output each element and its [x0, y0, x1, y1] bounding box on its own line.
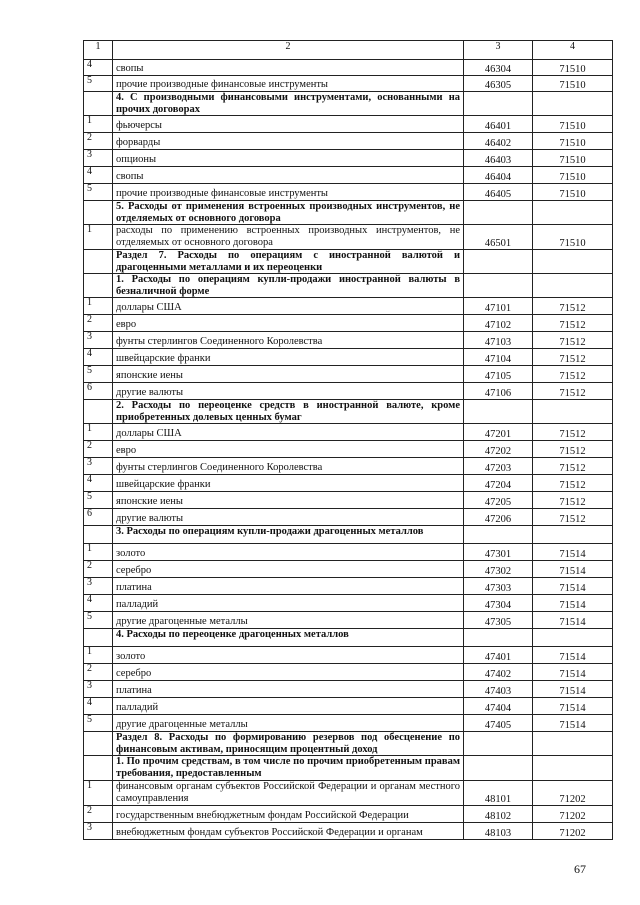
symbol-code [533, 629, 613, 647]
row-number: 5 [84, 492, 113, 509]
row-number: 3 [84, 578, 113, 595]
symbol-code: 71510 [533, 76, 613, 92]
section-row [84, 274, 613, 298]
row-description: евро [113, 315, 464, 332]
ledger-table [83, 40, 613, 840]
row-number: 5 [84, 366, 113, 383]
account-code: 47206 [464, 509, 533, 526]
row-description: прочие производные финансовые инструменты [113, 184, 464, 201]
row-description: фунты стерлингов Соединенного Королевства [113, 458, 464, 475]
row-number: 5 [84, 612, 113, 629]
symbol-code [533, 92, 613, 116]
row-number: 1 [84, 424, 113, 441]
row-number [84, 526, 113, 544]
account-code [464, 92, 533, 116]
row-number: 1 [84, 544, 113, 561]
account-code [464, 201, 533, 225]
row-description: опционы [113, 150, 464, 167]
row-description: форварды [113, 133, 464, 150]
table-row [84, 167, 613, 184]
row-description: доллары США [113, 424, 464, 441]
table-row [84, 806, 613, 823]
row-number [84, 400, 113, 424]
symbol-code [533, 250, 613, 274]
row-number [84, 629, 113, 647]
account-code: 47403 [464, 681, 533, 698]
account-code: 47204 [464, 475, 533, 492]
row-number: 6 [84, 509, 113, 526]
section-heading: Раздел 7. Расходы по операциям с иностранной валютой и драгоценными металлами и их переоценки [113, 250, 464, 274]
table-row [84, 561, 613, 578]
row-number: 6 [84, 383, 113, 400]
row-number: 3 [84, 681, 113, 698]
symbol-code: 71510 [533, 225, 613, 250]
symbol-code: 71514 [533, 561, 613, 578]
row-description: свопы [113, 60, 464, 76]
symbol-code: 71514 [533, 578, 613, 595]
row-number: 3 [84, 458, 113, 475]
symbol-code [533, 400, 613, 424]
row-description: фьючерсы [113, 116, 464, 133]
account-code [464, 629, 533, 647]
row-number: 3 [84, 823, 113, 840]
symbol-code: 71510 [533, 167, 613, 184]
symbol-code [533, 756, 613, 781]
row-number: 4 [84, 698, 113, 715]
header-col-1: 1 [84, 41, 113, 60]
symbol-code: 71512 [533, 509, 613, 526]
symbol-code [533, 732, 613, 756]
row-number: 2 [84, 441, 113, 458]
account-code: 46401 [464, 116, 533, 133]
symbol-code: 71512 [533, 315, 613, 332]
table-row [84, 578, 613, 595]
symbol-code: 71510 [533, 60, 613, 76]
row-description: платина [113, 681, 464, 698]
table-row [84, 698, 613, 715]
account-code [464, 732, 533, 756]
symbol-code: 71510 [533, 150, 613, 167]
section-row [84, 526, 613, 544]
header-col-3: 3 [464, 41, 533, 60]
symbol-code: 71512 [533, 383, 613, 400]
account-code [464, 400, 533, 424]
row-number: 3 [84, 150, 113, 167]
table-row [84, 715, 613, 732]
section-heading: 3. Расходы по операциям купли-продажи драгоценных металлов [113, 526, 464, 544]
table-row [84, 116, 613, 133]
symbol-code: 71512 [533, 366, 613, 383]
table-row [84, 298, 613, 315]
account-code: 47301 [464, 544, 533, 561]
account-code: 46305 [464, 76, 533, 92]
account-code: 46501 [464, 225, 533, 250]
account-code [464, 250, 533, 274]
table-row [84, 509, 613, 526]
section-row [84, 250, 613, 274]
account-code: 47203 [464, 458, 533, 475]
row-number [84, 756, 113, 781]
symbol-code: 71512 [533, 332, 613, 349]
symbol-code: 71512 [533, 492, 613, 509]
row-description: золото [113, 544, 464, 561]
symbol-code: 71512 [533, 441, 613, 458]
account-code: 48101 [464, 781, 533, 806]
section-heading: 1. По прочим средствам, в том числе по прочим приобретенным правам требования, предоставленным [113, 756, 464, 781]
account-code: 48102 [464, 806, 533, 823]
table-body [84, 41, 613, 840]
row-number: 1 [84, 647, 113, 664]
row-number: 1 [84, 225, 113, 250]
row-number: 2 [84, 133, 113, 150]
symbol-code: 71512 [533, 349, 613, 366]
table-row [84, 133, 613, 150]
symbol-code: 71510 [533, 133, 613, 150]
symbol-code: 71512 [533, 424, 613, 441]
account-code: 46402 [464, 133, 533, 150]
account-code: 47405 [464, 715, 533, 732]
row-description: доллары США [113, 298, 464, 315]
row-number: 2 [84, 806, 113, 823]
row-description: палладий [113, 595, 464, 612]
symbol-code [533, 274, 613, 298]
table-row [84, 383, 613, 400]
table-row [84, 781, 613, 806]
symbol-code: 71510 [533, 184, 613, 201]
symbol-code: 71512 [533, 475, 613, 492]
row-number: 4 [84, 349, 113, 366]
table-row [84, 332, 613, 349]
row-description: внебюджетным фондам субъектов Российской Федерации и органам [113, 823, 464, 840]
table-row [84, 647, 613, 664]
section-row [84, 201, 613, 225]
account-code: 47101 [464, 298, 533, 315]
account-code: 47105 [464, 366, 533, 383]
account-code: 48103 [464, 823, 533, 840]
row-number: 2 [84, 664, 113, 681]
section-row [84, 756, 613, 781]
section-heading: 4. Расходы по переоценке драгоценных металлов [113, 629, 464, 647]
row-description: фунты стерлингов Соединенного Королевства [113, 332, 464, 349]
section-row [84, 92, 613, 116]
row-description: расходы по применению встроенных производных инструментов, не отделяемых от основного договора [113, 225, 464, 250]
symbol-code: 71202 [533, 823, 613, 840]
row-number [84, 92, 113, 116]
header-col-4: 4 [533, 41, 613, 60]
symbol-code: 71514 [533, 647, 613, 664]
symbol-code: 71514 [533, 612, 613, 629]
account-code: 47402 [464, 664, 533, 681]
row-description: японские иены [113, 492, 464, 509]
symbol-code: 71514 [533, 681, 613, 698]
row-number: 5 [84, 184, 113, 201]
row-description: японские иены [113, 366, 464, 383]
row-number [84, 250, 113, 274]
symbol-code: 71514 [533, 544, 613, 561]
row-description: другие валюты [113, 509, 464, 526]
row-number: 5 [84, 76, 113, 92]
table-row [84, 544, 613, 561]
account-code: 47401 [464, 647, 533, 664]
row-number [84, 274, 113, 298]
row-number: 4 [84, 167, 113, 184]
row-number: 1 [84, 781, 113, 806]
section-heading: 4. С производными финансовыми инструментами, основанными на прочих договорах [113, 92, 464, 116]
table-row [84, 492, 613, 509]
row-number [84, 201, 113, 225]
row-number: 2 [84, 315, 113, 332]
account-code: 47404 [464, 698, 533, 715]
table-row [84, 458, 613, 475]
table-row [84, 349, 613, 366]
row-number: 2 [84, 561, 113, 578]
row-description: золото [113, 647, 464, 664]
table-row [84, 184, 613, 201]
account-code: 47106 [464, 383, 533, 400]
account-code [464, 274, 533, 298]
row-number: 4 [84, 595, 113, 612]
row-description: швейцарские франки [113, 349, 464, 366]
row-number: 5 [84, 715, 113, 732]
header-col-2: 2 [113, 41, 464, 60]
row-description: финансовым органам субъектов Российской Федерации и органам местного самоуправления [113, 781, 464, 806]
table-row [84, 475, 613, 492]
symbol-code: 71512 [533, 458, 613, 475]
row-description: другие валюты [113, 383, 464, 400]
table-row [84, 441, 613, 458]
section-row [84, 629, 613, 647]
row-number: 1 [84, 298, 113, 315]
account-code: 46405 [464, 184, 533, 201]
table-row [84, 60, 613, 76]
row-number: 1 [84, 116, 113, 133]
table-row [84, 664, 613, 681]
symbol-code [533, 526, 613, 544]
account-code: 47305 [464, 612, 533, 629]
row-number [84, 732, 113, 756]
row-description: серебро [113, 664, 464, 681]
table-row [84, 612, 613, 629]
account-code: 47104 [464, 349, 533, 366]
table-row [84, 76, 613, 92]
section-heading: 5. Расходы от применения встроенных производных инструментов, не отделяемых от основного договора [113, 201, 464, 225]
symbol-code: 71514 [533, 664, 613, 681]
section-heading: 2. Расходы по переоценке средств в иностранной валюте, кроме приобретенных долевых ценных бумаг [113, 400, 464, 424]
table-row [84, 150, 613, 167]
account-code: 47302 [464, 561, 533, 578]
symbol-code: 71202 [533, 806, 613, 823]
account-code: 47103 [464, 332, 533, 349]
account-code: 47201 [464, 424, 533, 441]
account-code: 46404 [464, 167, 533, 184]
row-description: швейцарские франки [113, 475, 464, 492]
account-code: 47205 [464, 492, 533, 509]
section-row [84, 400, 613, 424]
section-row [84, 732, 613, 756]
account-code: 47202 [464, 441, 533, 458]
table-row [84, 366, 613, 383]
symbol-code: 71514 [533, 595, 613, 612]
account-code: 46403 [464, 150, 533, 167]
row-description: серебро [113, 561, 464, 578]
account-code [464, 526, 533, 544]
table-row [84, 681, 613, 698]
symbol-code [533, 201, 613, 225]
row-description: другие драгоценные металлы [113, 612, 464, 629]
row-description: свопы [113, 167, 464, 184]
account-code [464, 756, 533, 781]
symbol-code: 71512 [533, 298, 613, 315]
table-row [84, 595, 613, 612]
symbol-code: 71514 [533, 698, 613, 715]
row-description: платина [113, 578, 464, 595]
table-row [84, 315, 613, 332]
table-row [84, 225, 613, 250]
row-number: 4 [84, 475, 113, 492]
section-heading: Раздел 8. Расходы по формированию резервов под обесценение по финансовым активам, приносящим процентный доход [113, 732, 464, 756]
row-description: другие драгоценные металлы [113, 715, 464, 732]
row-number: 3 [84, 332, 113, 349]
row-description: государственным внебюджетным фондам Российской Федерации [113, 806, 464, 823]
account-code: 46304 [464, 60, 533, 76]
symbol-code: 71514 [533, 715, 613, 732]
row-description: евро [113, 441, 464, 458]
table-row [84, 424, 613, 441]
section-heading: 1. Расходы по операциям купли-продажи иностранной валюты в безналичной форме [113, 274, 464, 298]
row-description: прочие производные финансовые инструменты [113, 76, 464, 92]
page-number: 67 [574, 862, 586, 876]
symbol-code: 71510 [533, 116, 613, 133]
row-number: 4 [84, 60, 113, 76]
table-row [84, 823, 613, 840]
account-code: 47304 [464, 595, 533, 612]
symbol-code: 71202 [533, 781, 613, 806]
row-description: палладий [113, 698, 464, 715]
account-code: 47102 [464, 315, 533, 332]
account-code: 47303 [464, 578, 533, 595]
header-row [84, 41, 613, 60]
